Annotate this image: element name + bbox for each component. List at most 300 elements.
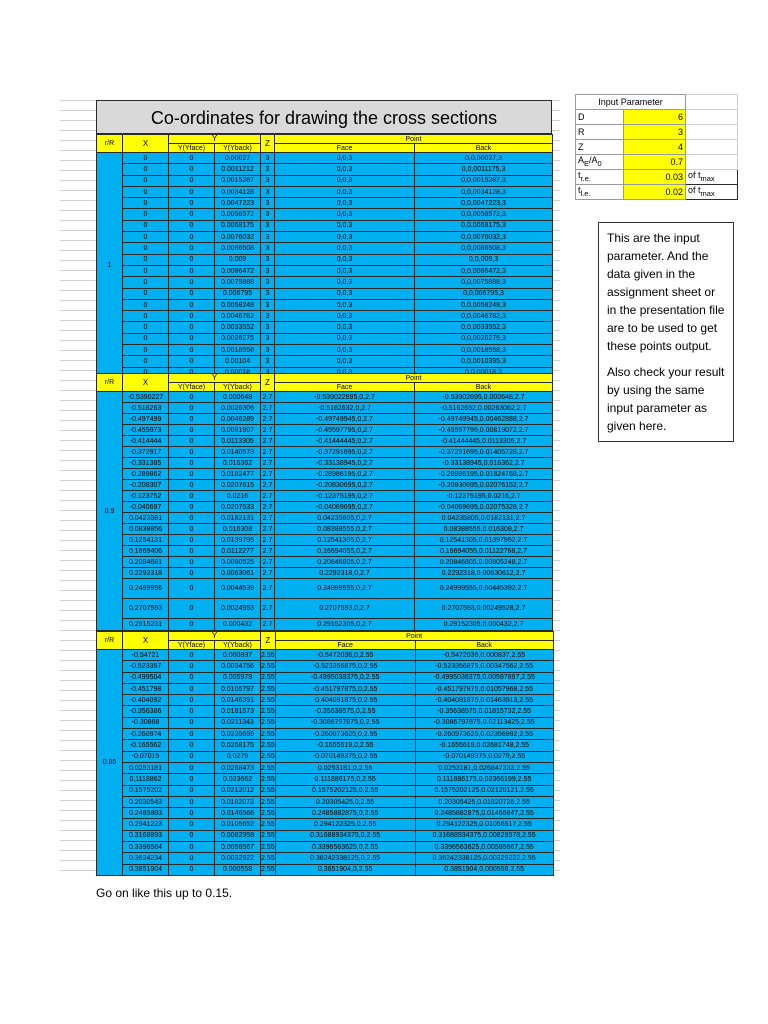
- table-row: [97, 277, 553, 288]
- yback-cell: 0.0032922: [215, 853, 261, 864]
- yback-cell: 0.000558: [215, 864, 261, 875]
- yface-cell: 0: [169, 513, 215, 524]
- yface-cell: 0: [169, 288, 215, 299]
- parameter-label: Z: [576, 140, 624, 155]
- table-row: [97, 546, 553, 557]
- back-cell: -0.1655619,0.02681748,2.55: [415, 740, 553, 751]
- yback-cell: 0.00104: [215, 356, 261, 367]
- back-cell: -0.260973625,0.02356992,2.55: [415, 729, 553, 740]
- face-cell: 0,0,3: [275, 209, 415, 220]
- main-title: Co-ordinates for drawing the cross sections: [150, 108, 498, 128]
- yface-cell: 0: [169, 322, 215, 333]
- z-cell: 2.55: [261, 774, 276, 785]
- x-cell: 0: [123, 198, 169, 209]
- back-cell: 0.1575202125,0.02120121,2.55: [415, 785, 553, 796]
- yback-cell: 0.023662: [215, 774, 261, 785]
- table-row: [97, 175, 553, 186]
- yface-cell: 0: [169, 232, 215, 243]
- input-parameter-table: [575, 94, 738, 200]
- header-x: X: [123, 374, 169, 392]
- parameter-label: $t_{l.e.}$: [576, 185, 624, 200]
- header-yback: Y(Yback): [215, 144, 261, 153]
- x-cell: 0.2485883: [123, 808, 169, 819]
- face-cell: 0.04235805,0,2.7: [275, 513, 415, 524]
- table-row: [97, 661, 554, 672]
- face-cell: 0,0,3: [275, 243, 415, 254]
- x-cell: 0: [123, 254, 169, 265]
- header-rR: r/R: [97, 374, 123, 392]
- table-row: [97, 842, 554, 853]
- table-row: [97, 243, 553, 254]
- yback-cell: 0.0044539: [215, 579, 261, 599]
- x-cell: 0: [123, 220, 169, 231]
- face-cell: -0.4995038375,0,2.55: [275, 672, 415, 683]
- yface-cell: 0: [169, 568, 215, 579]
- yface-cell: 0: [169, 175, 215, 186]
- table-row: [97, 345, 553, 356]
- header-yface: Y(Yface): [169, 383, 215, 392]
- face-cell: -0.523356875,0,2.55: [275, 661, 415, 672]
- yback-cell: 0.0046289: [215, 414, 261, 425]
- back-cell: -0.4995036375,0.00597897,2.55: [415, 672, 553, 683]
- x-cell: 0: [123, 277, 169, 288]
- back-cell: 0,0,009,3: [415, 254, 553, 265]
- face-cell: -0.070149375,0,2.55: [275, 751, 415, 762]
- table-row: [97, 853, 554, 864]
- table-row: [97, 480, 553, 491]
- yface-cell: 0: [169, 729, 215, 740]
- back-cell: 0,0,0047223,3: [415, 198, 553, 209]
- x-cell: -0.523357: [123, 661, 169, 672]
- face-cell: -0.451797875,0,2.55: [275, 683, 415, 694]
- table-row: [97, 751, 554, 762]
- header-x: X: [123, 135, 169, 153]
- yback-cell: 0.0211343: [215, 717, 261, 728]
- header-face: Face: [275, 144, 415, 153]
- z-cell: 3: [261, 220, 275, 231]
- yface-cell: 0: [169, 414, 215, 425]
- yback-cell: 0.0018558: [215, 345, 261, 356]
- back-cell: 0,0,0011175,3: [415, 164, 553, 175]
- x-cell: 0: [123, 243, 169, 254]
- x-cell: 0.2030543: [123, 796, 169, 807]
- table-row: [97, 619, 553, 631]
- back-cell: 0,0,0015287,3: [415, 175, 553, 186]
- yback-cell: 0.0146566: [215, 808, 261, 819]
- yback-cell: 0.009: [215, 254, 261, 265]
- table-row: [97, 568, 553, 579]
- table-row: [97, 436, 553, 447]
- x-cell: -0.208307: [123, 480, 169, 491]
- face-cell: 0.31688934375,0,2.55: [275, 830, 415, 841]
- yback-cell: 0.0113305: [215, 436, 261, 447]
- header-back: Back: [415, 144, 553, 153]
- face-cell: 0.1575202125,0,2.55: [275, 785, 415, 796]
- face-cell: -0.37291695,0,2.7: [275, 447, 415, 458]
- back-cell: 0.2707593,0.00249528,2.7: [415, 599, 553, 619]
- x-cell: -0.404092: [123, 695, 169, 706]
- table-row: [97, 403, 553, 414]
- yback-cell: 0.0235699: [215, 729, 261, 740]
- input-parameter-row: [576, 110, 738, 125]
- table-row: [97, 299, 553, 310]
- yback-cell: 0.0034128: [215, 186, 261, 197]
- back-cell: 0,0,0018558,3: [415, 345, 553, 356]
- yface-cell: 0: [169, 469, 215, 480]
- back-cell: 0,0,0058572,3: [415, 209, 553, 220]
- z-cell: 3: [261, 209, 275, 220]
- coordinates-table: [96, 134, 553, 379]
- face-cell: 0.08388555,0,2.7: [275, 524, 415, 535]
- yface-cell: 0: [169, 299, 215, 310]
- yback-cell: 0.0015287: [215, 175, 261, 186]
- face-cell: 0.12541305,0,2.7: [275, 535, 415, 546]
- table-row: [97, 392, 553, 403]
- table-row: [97, 414, 553, 425]
- table-row: [97, 322, 553, 333]
- face-cell: 0,0,3: [275, 153, 415, 164]
- yface-cell: 0: [169, 842, 215, 853]
- yback-cell: 0.0076032: [215, 232, 261, 243]
- back-cell: -0.070149375,0.0279,2.55: [415, 751, 553, 762]
- z-cell: 3: [261, 243, 275, 254]
- yback-cell: 0.0139795: [215, 535, 261, 546]
- face-cell: 0,0,3: [275, 345, 415, 356]
- face-cell: -0.260973625,0,2.55: [275, 729, 415, 740]
- back-cell: -0.12375195,0.0216,2.7: [415, 491, 553, 502]
- back-cell: 0.294122325,0.01056517,2.55: [415, 819, 553, 830]
- table-row: [97, 535, 553, 546]
- back-cell: 0.2485882875,0.01465847,2.55: [415, 808, 553, 819]
- x-cell: 0.1669406: [123, 546, 169, 557]
- table-row: [97, 209, 553, 220]
- table-row: [97, 729, 554, 740]
- x-cell: -0.356386: [123, 706, 169, 717]
- x-cell: 0.1254131: [123, 535, 169, 546]
- yback-cell: 0.0146391: [215, 695, 261, 706]
- table-row: [97, 864, 554, 875]
- face-cell: -0.539022695,0,2.7: [275, 392, 415, 403]
- face-cell: 0.20305425,0,2.55: [275, 796, 415, 807]
- yback-cell: 0.0207615: [215, 480, 261, 491]
- back-cell: -0.45597795,0.00819072,2.7: [415, 425, 553, 436]
- table-row: [97, 785, 554, 796]
- z-cell: 2.55: [261, 717, 276, 728]
- x-cell: 0.0838856: [123, 524, 169, 535]
- z-cell: 2.7: [261, 447, 275, 458]
- face-cell: -0.20830695,0,2.7: [275, 480, 415, 491]
- table-row: [97, 706, 554, 717]
- header-face: Face: [275, 641, 415, 650]
- note-paragraph-2: Also check your result by using the same input parameter as given here.: [607, 365, 725, 433]
- yback-cell: 0.0181573: [215, 706, 261, 717]
- rR-value: 0.85: [97, 650, 123, 876]
- yface-cell: 0: [169, 557, 215, 568]
- yface-cell: 0: [169, 480, 215, 491]
- table-row: [97, 672, 554, 683]
- back-cell: -0.5162632,0.00263062,2.7: [415, 403, 553, 414]
- z-cell: 2.7: [261, 524, 275, 535]
- z-cell: 3: [261, 265, 275, 276]
- back-cell: 0.3851904,0.000558,2.55: [415, 864, 553, 875]
- header-yface: Y(Yface): [169, 641, 215, 650]
- face-cell: -0.28986195,0,2.7: [275, 469, 415, 480]
- header-yface: Y(Yface): [169, 144, 215, 153]
- back-cell: 0,0,0026275,3: [415, 333, 553, 344]
- back-cell: 0.29152305,0.000432,2.7: [415, 619, 553, 631]
- yback-cell: 0.0216: [215, 491, 261, 502]
- yface-cell: 0: [169, 819, 215, 830]
- yback-cell: 0.0046782: [215, 311, 261, 322]
- back-cell: 0,0,0068175,3: [415, 220, 553, 231]
- z-cell: 2.55: [261, 819, 276, 830]
- z-cell: 2.55: [261, 864, 276, 875]
- x-cell: 0: [123, 209, 169, 220]
- back-cell: 0,0,0046782,3: [415, 311, 553, 322]
- parameter-unit: [686, 125, 738, 140]
- back-cell: 0.3396563625,0.00585667,2.55: [415, 842, 553, 853]
- back-cell: 0.0253181,0.026847333,2.55: [415, 762, 553, 773]
- back-cell: 0,0,0010395,3: [415, 356, 553, 367]
- yback-cell: 0.0207533: [215, 502, 261, 513]
- yback-cell: 0.0047223: [215, 198, 261, 209]
- back-cell: -0.04069695,0.02075328,2.7: [415, 502, 553, 513]
- z-cell: 2.7: [261, 513, 275, 524]
- back-cell: 0,0,0076032,3: [415, 232, 553, 243]
- face-cell: 0,0,3: [275, 164, 415, 175]
- yface-cell: 0: [169, 502, 215, 513]
- face-cell: 0,0,3: [275, 265, 415, 276]
- back-cell: -0.49749945,0.00462888,2.7: [415, 414, 553, 425]
- yback-cell: 0.0268473: [215, 762, 261, 773]
- back-cell: 0.04235805,0.0182131,2.7: [415, 513, 553, 524]
- parameter-label: D: [576, 110, 624, 125]
- yface-cell: 0: [169, 254, 215, 265]
- back-cell: 0.16694055,0.01122768,2.7: [415, 546, 553, 557]
- input-parameter-title: Input Parameter: [576, 95, 686, 110]
- z-cell: 2.7: [261, 557, 275, 568]
- yface-cell: 0: [169, 695, 215, 706]
- yback-cell: 0.005979: [215, 672, 261, 683]
- yback-cell: 0.0182131: [215, 513, 261, 524]
- table-row: [97, 254, 553, 265]
- back-cell: 0,0,0086508,3: [415, 243, 553, 254]
- face-cell: 0.24999555,0,2.7: [275, 579, 415, 599]
- back-cell: -0.35638575,0.01815732,2.55: [415, 706, 553, 717]
- face-cell: 0,0,3: [275, 220, 415, 231]
- z-cell: 2.55: [261, 683, 276, 694]
- header-y: Y: [169, 374, 261, 383]
- face-cell: 0.16694055,0,2.7: [275, 546, 415, 557]
- x-cell: 0.2707593: [123, 599, 169, 619]
- x-cell: 0.2084681: [123, 557, 169, 568]
- z-cell: 2.7: [261, 502, 275, 513]
- yface-cell: 0: [169, 220, 215, 231]
- yface-cell: 0: [169, 403, 215, 414]
- yface-cell: 0: [169, 186, 215, 197]
- face-cell: 0.3396563625,0,2.55: [275, 842, 415, 853]
- face-cell: -0.5472036,0,2.55: [275, 650, 415, 661]
- header-z: Z: [261, 135, 275, 153]
- header-x: X: [123, 632, 169, 650]
- z-cell: 3: [261, 288, 275, 299]
- yback-cell: 0.0033552: [215, 322, 261, 333]
- face-cell: 0,0,3: [275, 277, 415, 288]
- yback-cell: 0.000432: [215, 619, 261, 631]
- table-row: [97, 695, 554, 706]
- table-row: [97, 524, 553, 535]
- yback-cell: 0.0063061: [215, 568, 261, 579]
- yback-cell: 0.0081907: [215, 425, 261, 436]
- header-yback: Y(Yback): [215, 383, 261, 392]
- yback-cell: 0.0279: [215, 751, 261, 762]
- z-cell: 2.7: [261, 546, 275, 557]
- header-z: Z: [261, 374, 275, 392]
- x-cell: 0.2941223: [123, 819, 169, 830]
- z-cell: 3: [261, 333, 275, 344]
- yback-cell: 0.0058248: [215, 299, 261, 310]
- header-point: Point: [275, 632, 553, 641]
- z-cell: 3: [261, 175, 275, 186]
- yback-cell: 0.0086472: [215, 265, 261, 276]
- x-cell: 0.3624234: [123, 853, 169, 864]
- parameter-value: 0.02: [624, 185, 686, 200]
- yface-cell: 0: [169, 153, 215, 164]
- x-cell: -0.260974: [123, 729, 169, 740]
- table-row: [97, 164, 553, 175]
- back-cell: -0.20830695,0.02076152,2.7: [415, 480, 553, 491]
- table-row: [97, 311, 553, 322]
- z-cell: 3: [261, 232, 275, 243]
- face-cell: 0.20846805,0,2.7: [275, 557, 415, 568]
- back-cell: -0.41444445,0.0113305,2.7: [415, 436, 553, 447]
- x-cell: -0.455973: [123, 425, 169, 436]
- x-cell: 0.0253181: [123, 762, 169, 773]
- yface-cell: 0: [169, 830, 215, 841]
- face-cell: 0.2292318,0,2.7: [275, 568, 415, 579]
- table-row: [97, 220, 553, 231]
- table-row: [97, 796, 554, 807]
- table-row: [97, 458, 553, 469]
- back-cell: 0,0,0033552,3: [415, 322, 553, 333]
- z-cell: 2.55: [261, 751, 276, 762]
- face-cell: -0.41444445,0,2.7: [275, 436, 415, 447]
- yback-cell: 0.0105652: [215, 819, 261, 830]
- face-cell: 0,0,3: [275, 186, 415, 197]
- z-cell: 2.7: [261, 414, 275, 425]
- back-cell: 0.31688934375,0.00829578,2.55: [415, 830, 553, 841]
- yback-cell: 0.0182073: [215, 796, 261, 807]
- z-cell: 2.55: [261, 740, 276, 751]
- table-row: [97, 447, 553, 458]
- table-row: [97, 819, 554, 830]
- yback-cell: 0.0105797: [215, 683, 261, 694]
- yface-cell: 0: [169, 808, 215, 819]
- rR-value: 0.9: [97, 392, 123, 631]
- back-cell: 0,0,0075888,3: [415, 277, 553, 288]
- back-cell: 0.20846805,0.00805248,2.7: [415, 557, 553, 568]
- x-cell: -0.30868: [123, 717, 169, 728]
- x-cell: -0.123752: [123, 491, 169, 502]
- main-title-bar: [96, 100, 552, 134]
- yback-cell: 0.0075888: [215, 277, 261, 288]
- back-cell: 0,0,00027,3: [415, 153, 553, 164]
- table-row: [97, 153, 553, 164]
- z-cell: 3: [261, 299, 275, 310]
- yface-cell: 0: [169, 762, 215, 773]
- back-cell: 0,0,0086472,3: [415, 265, 553, 276]
- yface-cell: 0: [169, 706, 215, 717]
- yface-cell: 0: [169, 853, 215, 864]
- table-rR-0.9: [96, 373, 553, 631]
- table-row: [97, 502, 553, 513]
- yface-cell: 0: [169, 661, 215, 672]
- yface-cell: 0: [169, 265, 215, 276]
- table-row: [97, 774, 554, 785]
- x-cell: 0: [123, 288, 169, 299]
- z-cell: 2.55: [261, 672, 276, 683]
- table-row: [97, 356, 553, 367]
- face-cell: 0.2707593,0,2.7: [275, 599, 415, 619]
- yback-cell: 0.0034756: [215, 661, 261, 672]
- z-cell: 3: [261, 153, 275, 164]
- face-cell: -0.3086797875,0,2.55: [275, 717, 415, 728]
- table-row: [97, 830, 554, 841]
- yback-cell: 0.000648: [215, 392, 261, 403]
- parameter-value: 6: [624, 110, 686, 125]
- back-cell: 0.36242338125,0.00329222,2.55: [415, 853, 553, 864]
- x-cell: 0.2292318: [123, 568, 169, 579]
- input-parameter-row: [576, 185, 738, 200]
- z-cell: 3: [261, 322, 275, 333]
- x-cell: 0: [123, 175, 169, 186]
- yface-cell: 0: [169, 392, 215, 403]
- yface-cell: 0: [169, 491, 215, 502]
- back-cell: -0.28986195,0.01824768,2.7: [415, 469, 553, 480]
- table-row: [97, 557, 553, 568]
- z-cell: 2.7: [261, 425, 275, 436]
- yface-cell: 0: [169, 672, 215, 683]
- yback-cell: 0.0182477: [215, 469, 261, 480]
- yback-cell: 0.0024953: [215, 599, 261, 619]
- x-cell: 0.2499956: [123, 579, 169, 599]
- parameter-value: 3: [624, 125, 686, 140]
- face-cell: 0,0,3: [275, 299, 415, 310]
- parameter-unit: [686, 110, 738, 125]
- x-cell: 0: [123, 164, 169, 175]
- z-cell: 2.7: [261, 491, 275, 502]
- header-face: Face: [275, 383, 415, 392]
- yface-cell: 0: [169, 864, 215, 875]
- z-cell: 2.7: [261, 458, 275, 469]
- yface-cell: 0: [169, 579, 215, 599]
- parameter-value: 0.7: [624, 155, 686, 170]
- note-paragraph-1: This are the input parameter. And the data given in the assignment sheet or in the presentation file are to be used to get these points output.: [607, 231, 725, 353]
- table-row: [97, 288, 553, 299]
- yface-cell: 0: [169, 243, 215, 254]
- table-rR-1: [96, 134, 553, 379]
- yface-cell: 0: [169, 717, 215, 728]
- parameter-label: $A_E/A_0$: [576, 155, 624, 170]
- instruction-note: [598, 222, 734, 442]
- face-cell: 0,0,3: [275, 198, 415, 209]
- z-cell: 2.7: [261, 469, 275, 480]
- z-cell: 2.7: [261, 535, 275, 546]
- z-cell: 2.55: [261, 706, 276, 717]
- yface-cell: 0: [169, 436, 215, 447]
- yback-cell: 0.0026275: [215, 333, 261, 344]
- x-cell: 0: [123, 356, 169, 367]
